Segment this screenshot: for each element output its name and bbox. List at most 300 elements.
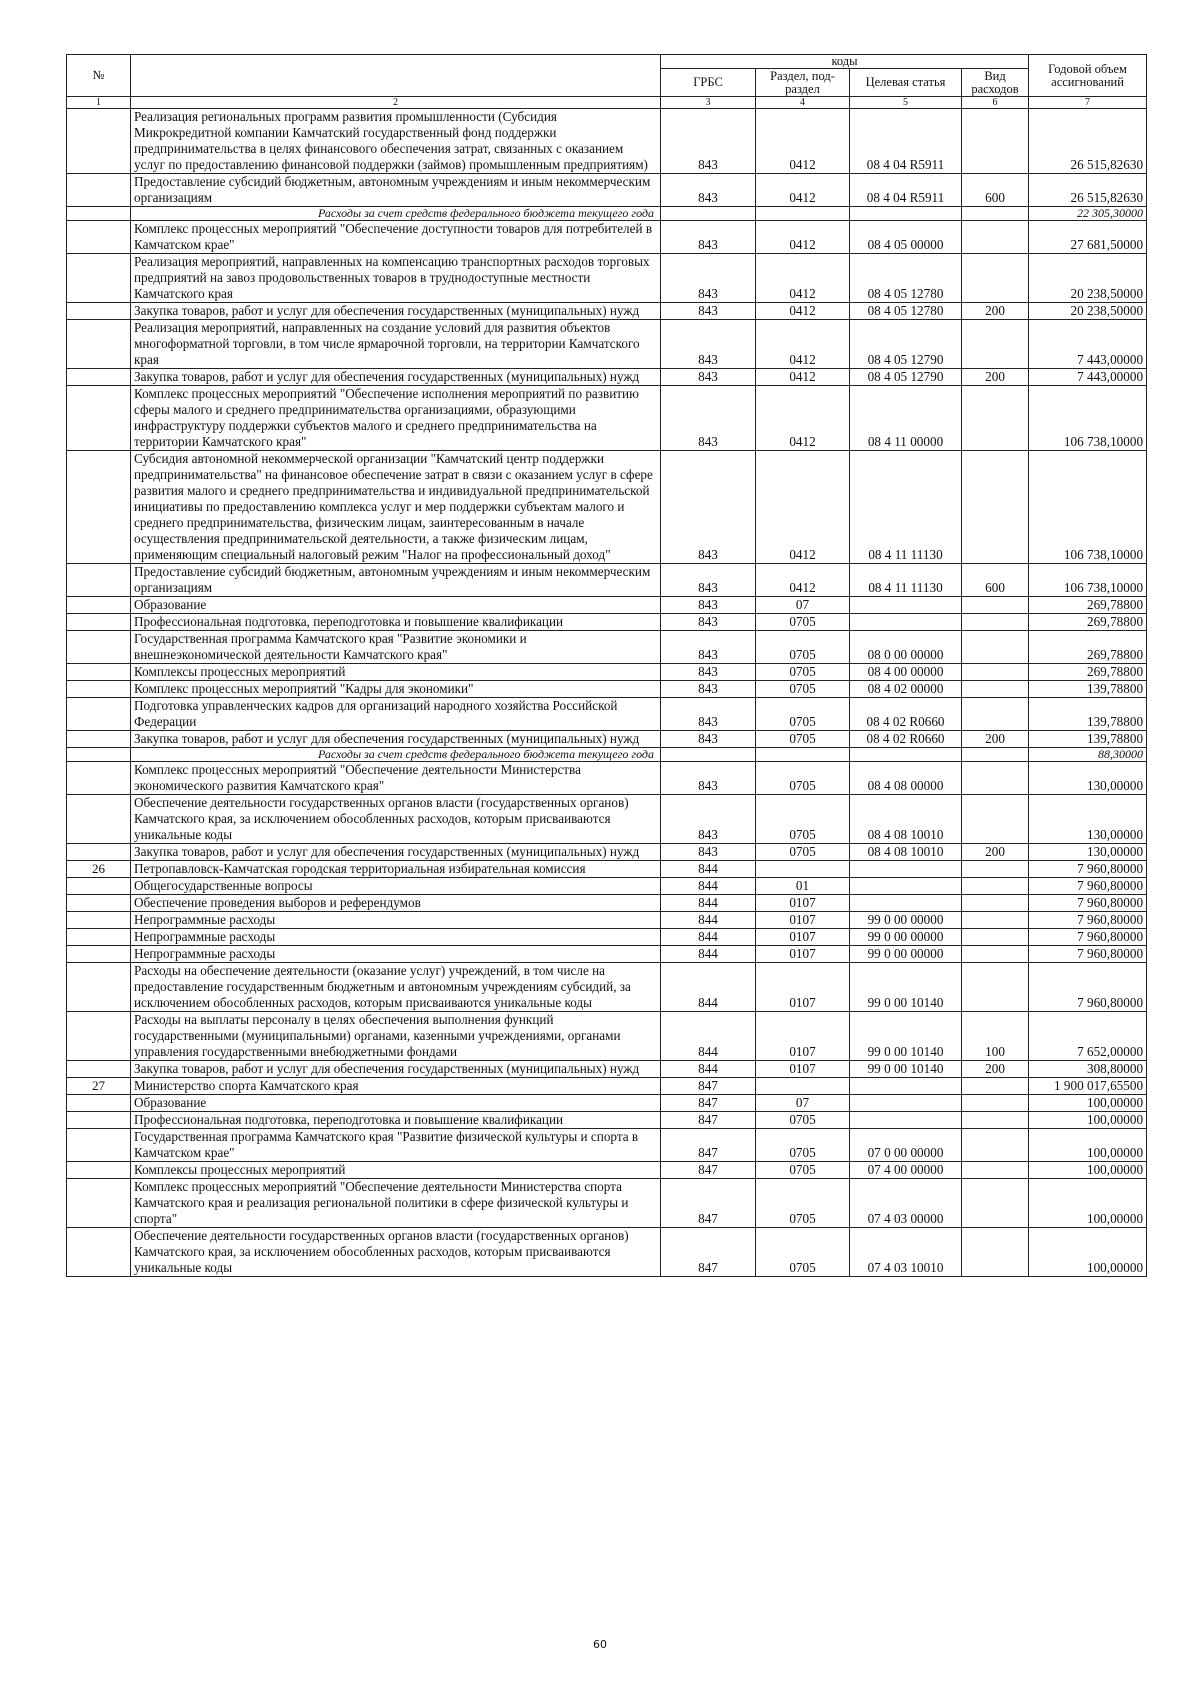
row-grbs: 843 [661,614,756,631]
row-section [756,1078,850,1095]
row-target-item: 99 0 00 10140 [850,1061,962,1078]
row-name: Обеспечение деятельности государственных органов власти (государственных органов) Камчатского края, за исключением обособленных расходов, которым присваиваются уникальные коды [131,1228,661,1277]
row-name: Предоставление субсидий бюджетным, автономным учреждениям и иным некоммерческим организациям [131,174,661,207]
table-row [67,1179,1147,1228]
row-expense-type [962,912,1029,929]
row-amount: 26 515,82630 [1029,174,1147,207]
row-number [67,878,131,895]
row-expense-type [962,963,1029,1012]
row-expense-type [962,320,1029,369]
row-grbs: 844 [661,946,756,963]
row-amount: 7 960,80000 [1029,912,1147,929]
table-row [67,1095,1147,1112]
row-section: 0412 [756,564,850,597]
row-section: 0107 [756,963,850,1012]
row-amount: 7 960,80000 [1029,878,1147,895]
row-target-item [850,597,962,614]
row-name: Комплекс процессных мероприятий "Обеспечение доступности товаров для потребителей в Камчатском крае" [131,221,661,254]
row-name: Петропавловск-Камчатская городская территориальная избирательная комиссия [131,861,661,878]
row-grbs: 844 [661,878,756,895]
row-amount: 7 960,80000 [1029,895,1147,912]
row-expense-type [962,597,1029,614]
table-row [67,963,1147,1012]
row-section: 07 [756,597,850,614]
row-name: Государственная программа Камчатского края "Развитие экономики и внешнеэкономической деятельности Камчатского края" [131,631,661,664]
row-number [67,1061,131,1078]
row-target-item: 99 0 00 10140 [850,1012,962,1061]
row-section: 0705 [756,698,850,731]
col-number-6: 6 [962,97,1029,109]
header-codes: коды [661,55,1029,69]
row-amount: 1 900 017,65500 [1029,1078,1147,1095]
header-annual-amount: Годовой объем ассигнований [1029,55,1147,97]
row-expense-type: 200 [962,731,1029,748]
row-section: 0412 [756,320,850,369]
col-number-3: 3 [661,97,756,109]
table-row [67,1112,1147,1129]
row-number [67,664,131,681]
row-expense-type [962,451,1029,564]
row-target-item: 08 4 08 10010 [850,844,962,861]
row-target-item [850,895,962,912]
row-name: Профессиональная подготовка, переподготовка и повышение квалификации [131,1112,661,1129]
row-grbs: 843 [661,369,756,386]
row-grbs: 843 [661,844,756,861]
row-number [67,1162,131,1179]
row-section [756,207,850,221]
row-expense-type: 200 [962,369,1029,386]
row-number: 27 [67,1078,131,1095]
row-section: 0705 [756,631,850,664]
row-number [67,844,131,861]
table-row [67,878,1147,895]
row-name: Реализация региональных программ развития промышленности (Субсидия Микрокредитной компании Камчатский государственный фонд поддержки предпринимательства в целях финансового обеспечения затрат, связанных с оказанием услуг по предоставлению финансовой поддержки (займов) промышленным предприятиям) [131,109,661,174]
row-name: Образование [131,597,661,614]
row-name: Профессиональная подготовка, переподготовка и повышение квалификации [131,614,661,631]
header-grbs: ГРБС [661,69,756,97]
table-row [67,1162,1147,1179]
row-amount: 269,78800 [1029,614,1147,631]
table-row [67,109,1147,174]
row-name: Расходы за счет средств федерального бюджета текущего года [131,748,661,762]
table-row [67,795,1147,844]
row-name: Предоставление субсидий бюджетным, автономным учреждениям и иным некоммерческим организациям [131,564,661,597]
row-section: 0705 [756,1112,850,1129]
row-number [67,254,131,303]
row-expense-type: 200 [962,303,1029,320]
row-amount: 106 738,10000 [1029,564,1147,597]
row-name: Государственная программа Камчатского края "Развитие физической культуры и спорта в Камчатском крае" [131,1129,661,1162]
table-body [67,109,1147,1277]
row-target-item [850,748,962,762]
row-target-item: 07 4 03 00000 [850,1179,962,1228]
row-expense-type [962,1162,1029,1179]
table-row [67,1061,1147,1078]
row-expense-type [962,254,1029,303]
table-row [67,698,1147,731]
row-number [67,451,131,564]
row-target-item [850,1095,962,1112]
row-number [67,564,131,597]
table-row [67,320,1147,369]
row-grbs [661,748,756,762]
row-section: 07 [756,1095,850,1112]
row-grbs: 843 [661,303,756,320]
row-expense-type [962,946,1029,963]
row-section: 01 [756,878,850,895]
table-row [67,451,1147,564]
row-expense-type [962,878,1029,895]
row-number [67,895,131,912]
table-row [67,681,1147,698]
row-number [67,303,131,320]
row-target-item: 07 4 03 10010 [850,1228,962,1277]
row-section [756,748,850,762]
row-name: Реализация мероприятий, направленных на создание условий для развития объектов многоформатной торговли, в том числе ярмарочной торговли, на территории Камчатского края [131,320,661,369]
row-name: Субсидия автономной некоммерческой организации "Камчатский центр поддержки предпринимательства" на финансовое обеспечение затрат в связи с оказанием услуг в сфере развития малого и среднего предпринимательства и индивидуальной предпринимательской инициативы по предоставлению комплекса услуг и мер поддержки субъектам малого и среднего предпринимательства, физическим лицам, заинтересованным в начале осуществления предпринимательской деятельности, а также физическим лицам, применяющим специальный налоговый режим "Налог на профессиональный доход" [131,451,661,564]
header-section: Раздел, под-раздел [756,69,850,97]
budget-allocation-table [66,54,1147,1277]
col-number-7: 7 [1029,97,1147,109]
row-name: Закупка товаров, работ и услуг для обеспечения государственных (муниципальных) нужд [131,369,661,386]
row-grbs: 843 [661,386,756,451]
row-name: Непрограммные расходы [131,912,661,929]
row-name: Министерство спорта Камчатского края [131,1078,661,1095]
row-amount: 7 960,80000 [1029,963,1147,1012]
row-amount: 7 960,80000 [1029,861,1147,878]
row-grbs: 844 [661,929,756,946]
row-section: 0412 [756,303,850,320]
row-expense-type: 100 [962,1012,1029,1061]
row-number [67,681,131,698]
row-section: 0412 [756,386,850,451]
row-target-item: 08 4 05 12790 [850,369,962,386]
row-grbs: 844 [661,1012,756,1061]
row-expense-type [962,109,1029,174]
row-number [67,946,131,963]
row-amount: 139,78800 [1029,681,1147,698]
row-amount: 7 652,00000 [1029,1012,1147,1061]
row-expense-type: 200 [962,1061,1029,1078]
row-target-item: 08 4 02 R0660 [850,731,962,748]
header-name-blank [131,55,661,97]
row-amount: 20 238,50000 [1029,254,1147,303]
row-grbs: 843 [661,221,756,254]
row-name: Непрограммные расходы [131,929,661,946]
row-expense-type [962,631,1029,664]
row-grbs: 844 [661,912,756,929]
row-amount: 100,00000 [1029,1228,1147,1277]
row-grbs: 847 [661,1162,756,1179]
row-amount: 269,78800 [1029,631,1147,664]
row-section: 0412 [756,221,850,254]
page-number: 60 [593,1638,607,1651]
row-number [67,221,131,254]
row-grbs: 847 [661,1129,756,1162]
row-expense-type [962,1095,1029,1112]
row-expense-type [962,895,1029,912]
row-name: Обеспечение проведения выборов и референдумов [131,895,661,912]
row-target-item: 99 0 00 00000 [850,929,962,946]
row-expense-type [962,929,1029,946]
row-section: 0705 [756,664,850,681]
row-amount: 269,78800 [1029,597,1147,614]
row-section: 0107 [756,1061,850,1078]
row-grbs [661,207,756,221]
row-section: 0705 [756,762,850,795]
row-section: 0705 [756,1162,850,1179]
row-number [67,748,131,762]
row-number [67,912,131,929]
row-amount: 100,00000 [1029,1179,1147,1228]
row-amount: 100,00000 [1029,1095,1147,1112]
row-expense-type [962,614,1029,631]
table-row [67,303,1147,320]
row-name: Закупка товаров, работ и услуг для обеспечения государственных (муниципальных) нужд [131,844,661,861]
row-grbs: 843 [661,320,756,369]
row-name: Расходы на обеспечение деятельности (оказание услуг) учреждений, в том числе на предоставление государственным бюджетным и автономным учреждениям субсидий, за исключением обособленных расходов, которым присваиваются уникальные коды [131,963,661,1012]
row-target-item: 08 4 02 00000 [850,681,962,698]
table-row [67,386,1147,451]
row-section [756,861,850,878]
row-expense-type [962,1112,1029,1129]
table-row [67,912,1147,929]
col-number-4: 4 [756,97,850,109]
table-row-note [67,748,1147,762]
row-number [67,207,131,221]
row-amount: 20 238,50000 [1029,303,1147,320]
row-name: Образование [131,1095,661,1112]
row-amount: 269,78800 [1029,664,1147,681]
row-expense-type [962,748,1029,762]
row-grbs: 843 [661,254,756,303]
row-expense-type [962,664,1029,681]
row-amount: 7 960,80000 [1029,929,1147,946]
row-number [67,762,131,795]
row-section: 0705 [756,795,850,844]
row-number: 26 [67,861,131,878]
row-expense-type: 600 [962,564,1029,597]
table-header [67,55,1147,109]
row-expense-type [962,861,1029,878]
row-amount: 130,00000 [1029,844,1147,861]
row-number [67,1228,131,1277]
row-amount: 27 681,50000 [1029,221,1147,254]
row-target-item [850,207,962,221]
row-amount: 139,78800 [1029,698,1147,731]
row-grbs: 843 [661,795,756,844]
table-row [67,929,1147,946]
table-row [67,631,1147,664]
row-section: 0705 [756,681,850,698]
row-amount: 308,80000 [1029,1061,1147,1078]
row-grbs: 843 [661,664,756,681]
row-target-item: 08 4 04 R5911 [850,174,962,207]
row-grbs: 847 [661,1078,756,1095]
row-expense-type [962,795,1029,844]
row-number [67,929,131,946]
row-name: Расходы на выплаты персоналу в целях обеспечения выполнения функций государственными (муниципальными) органами, казенными учреждениями, органами управления государственными внебюджетными фондами [131,1012,661,1061]
row-target-item: 08 4 05 00000 [850,221,962,254]
row-target-item: 99 0 00 00000 [850,912,962,929]
row-section: 0705 [756,844,850,861]
row-name: Комплексы процессных мероприятий [131,664,661,681]
row-name: Общегосударственные вопросы [131,878,661,895]
row-number [67,174,131,207]
table-row [67,762,1147,795]
table-row-note [67,207,1147,221]
row-amount: 22 305,30000 [1029,207,1147,221]
col-number-1: 1 [67,97,131,109]
header-expense-type: Вид расходов [962,69,1029,97]
row-amount: 106 738,10000 [1029,386,1147,451]
row-name: Комплекс процессных мероприятий "Обеспечение деятельности Министерства экономического развития Камчатского края" [131,762,661,795]
row-target-item: 08 4 00 00000 [850,664,962,681]
table-row [67,731,1147,748]
row-expense-type: 200 [962,844,1029,861]
row-section: 0705 [756,1179,850,1228]
header-target-item: Целевая статья [850,69,962,97]
row-grbs: 843 [661,762,756,795]
row-name: Закупка товаров, работ и услуг для обеспечения государственных (муниципальных) нужд [131,1061,661,1078]
row-grbs: 843 [661,109,756,174]
row-name: Непрограммные расходы [131,946,661,963]
row-target-item [850,1078,962,1095]
row-target-item: 99 0 00 10140 [850,963,962,1012]
row-expense-type [962,1228,1029,1277]
row-section: 0705 [756,1129,850,1162]
row-section: 0412 [756,254,850,303]
row-number [67,109,131,174]
row-grbs: 843 [661,564,756,597]
row-target-item: 08 4 05 12780 [850,254,962,303]
row-name: Расходы за счет средств федерального бюджета текущего года [131,207,661,221]
table-row [67,664,1147,681]
table-row [67,597,1147,614]
table-row [67,174,1147,207]
row-number [67,1179,131,1228]
row-section: 0412 [756,451,850,564]
row-number [67,614,131,631]
row-section: 0107 [756,946,850,963]
row-grbs: 843 [661,698,756,731]
row-section: 0107 [756,1012,850,1061]
row-grbs: 847 [661,1112,756,1129]
row-target-item: 08 4 02 R0660 [850,698,962,731]
row-expense-type [962,698,1029,731]
table-row [67,564,1147,597]
row-number [67,369,131,386]
row-number [67,1112,131,1129]
table-row [67,1129,1147,1162]
row-name: Подготовка управленческих кадров для организаций народного хозяйства Российской Федерации [131,698,661,731]
row-target-item [850,1112,962,1129]
row-name: Обеспечение деятельности государственных органов власти (государственных органов) Камчатского края, за исключением обособленных расходов, которым присваиваются уникальные коды [131,795,661,844]
row-number [67,1012,131,1061]
row-grbs: 843 [661,681,756,698]
table-row [67,1012,1147,1061]
row-amount: 130,00000 [1029,795,1147,844]
table-row [67,895,1147,912]
row-target-item: 99 0 00 00000 [850,946,962,963]
table-row [67,221,1147,254]
row-name: Закупка товаров, работ и услуг для обеспечения государственных (муниципальных) нужд [131,303,661,320]
row-target-item: 08 4 11 11130 [850,451,962,564]
col-number-2: 2 [131,97,661,109]
row-grbs: 844 [661,861,756,878]
row-amount: 100,00000 [1029,1162,1147,1179]
row-grbs: 847 [661,1228,756,1277]
row-name: Комплекс процессных мероприятий "Кадры для экономики" [131,681,661,698]
row-target-item: 08 4 08 10010 [850,795,962,844]
row-number [67,1129,131,1162]
row-number [67,597,131,614]
row-number [67,631,131,664]
table-row [67,1228,1147,1277]
row-grbs: 844 [661,963,756,1012]
row-grbs: 844 [661,1061,756,1078]
row-section: 0705 [756,731,850,748]
row-number [67,320,131,369]
row-expense-type [962,762,1029,795]
row-amount: 7 443,00000 [1029,369,1147,386]
row-section: 0705 [756,614,850,631]
row-grbs: 843 [661,451,756,564]
row-number [67,1095,131,1112]
row-target-item: 08 4 05 12780 [850,303,962,320]
row-target-item: 07 0 00 00000 [850,1129,962,1162]
row-expense-type [962,221,1029,254]
row-target-item: 08 4 04 R5911 [850,109,962,174]
row-grbs: 843 [661,597,756,614]
table-row [67,861,1147,878]
row-expense-type [962,1129,1029,1162]
row-target-item: 08 0 00 00000 [850,631,962,664]
row-target-item: 08 4 05 12790 [850,320,962,369]
row-expense-type: 600 [962,174,1029,207]
row-section: 0107 [756,912,850,929]
row-grbs: 847 [661,1095,756,1112]
row-target-item: 07 4 00 00000 [850,1162,962,1179]
table-row [67,614,1147,631]
row-number [67,386,131,451]
table-row [67,254,1147,303]
row-number [67,963,131,1012]
table-row [67,1078,1147,1095]
row-expense-type [962,1078,1029,1095]
row-amount: 7 960,80000 [1029,946,1147,963]
row-grbs: 843 [661,174,756,207]
row-expense-type [962,386,1029,451]
row-section: 0705 [756,1228,850,1277]
table-row [67,844,1147,861]
row-amount: 139,78800 [1029,731,1147,748]
row-target-item: 08 4 11 00000 [850,386,962,451]
row-target-item [850,861,962,878]
row-section: 0107 [756,895,850,912]
row-section: 0412 [756,369,850,386]
row-number [67,698,131,731]
row-amount: 130,00000 [1029,762,1147,795]
row-grbs: 843 [661,731,756,748]
table-row [67,946,1147,963]
row-name: Реализация мероприятий, направленных на компенсацию транспортных расходов торговых предприятий на завоз продовольственных товаров в труднодоступные местности Камчатского края [131,254,661,303]
row-amount: 26 515,82630 [1029,109,1147,174]
row-expense-type [962,207,1029,221]
header-number: № [67,55,131,97]
row-amount: 88,30000 [1029,748,1147,762]
budget-table-page [66,54,1146,1277]
